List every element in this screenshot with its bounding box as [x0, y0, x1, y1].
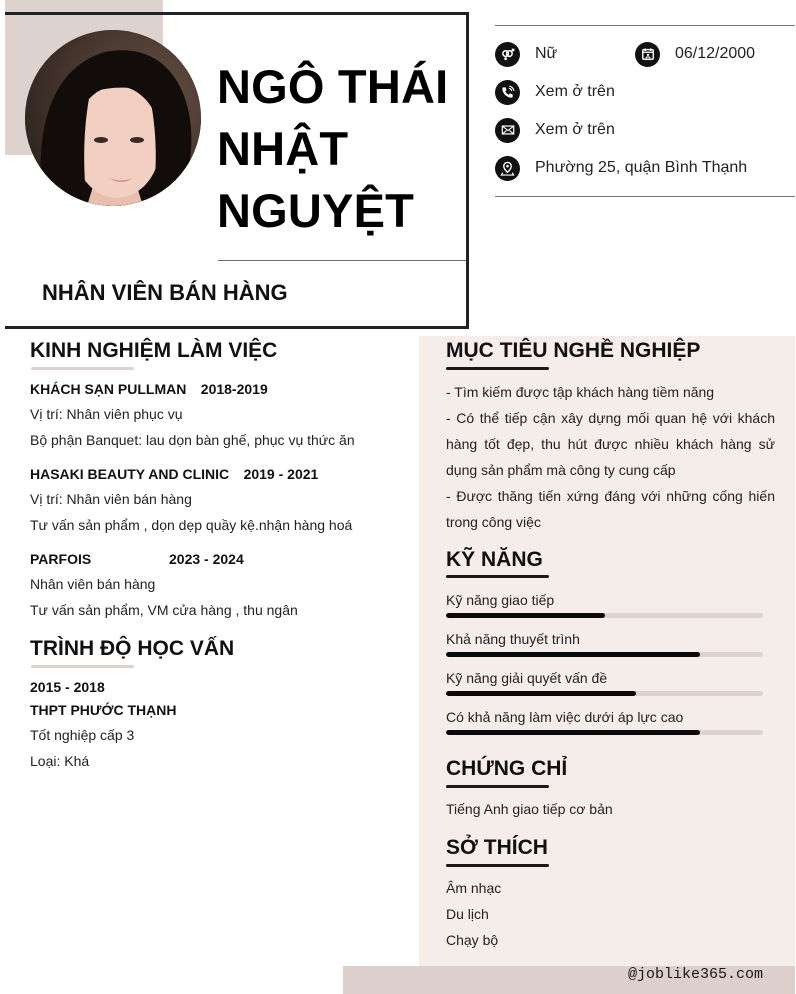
hobby-item: Âm nhạc [446, 880, 502, 896]
skill-bar [446, 652, 763, 657]
experience-company: KHÁCH SẠN PULLMAN [30, 381, 187, 397]
skills-title-underline [446, 575, 549, 578]
objective-paragraph: - Được thăng tiến xứng đáng với những cống hiến trong công việc [446, 488, 775, 530]
experience-company: HASAKI BEAUTY AND CLINIC [30, 466, 230, 482]
experience-detail: Bộ phận Banquet: lau dọn bàn ghế, phục vụ thức ăn [30, 432, 355, 448]
skill-label: Kỹ năng giải quyết vấn đề [446, 670, 608, 686]
hobbies-title-underline [446, 864, 549, 867]
education-detail: Loại: Khá [30, 753, 90, 769]
contact-phone [495, 79, 615, 105]
education-title: TRÌNH ĐỘ HỌC VẤN [30, 637, 235, 660]
calendar-icon [635, 42, 660, 67]
objective-title: MỤC TIÊU NGHỀ NGHIỆP [446, 339, 701, 362]
contact-bottom-divider [495, 196, 795, 197]
hobby-item: Du lịch [446, 906, 489, 922]
contact-address [495, 155, 747, 181]
skill-bar [446, 613, 763, 618]
experience-detail: Tư vấn sản phẩm, VM cửa hàng , thu ngân [30, 602, 298, 618]
footer-watermark: @joblike365.com [628, 966, 764, 983]
name-divider [218, 260, 466, 261]
experience-company: PARFOIS [30, 551, 92, 567]
hobby-item: Chạy bộ [446, 932, 499, 948]
education-detail: Tốt nghiệp cấp 3 [30, 727, 135, 743]
objective-paragraph: - Có thể tiếp cận xây dựng mối quan hệ với khách hàng tốt đẹp, thu hút được nhiều khách hàng sử dụng sản phẩm mà công ty cung cấp [446, 410, 775, 478]
portrait-photo-icon [25, 30, 201, 206]
contact-top-divider [495, 25, 795, 26]
experience-title-underline [31, 367, 134, 370]
phone-value: Xem ở trên [535, 83, 615, 100]
certificate-item: Tiếng Anh giao tiếp cơ bản [446, 801, 613, 817]
experience-title: KINH NGHIỆM LÀM VIỆC [30, 339, 278, 362]
skill-bar [446, 730, 763, 735]
contact-gender [495, 41, 557, 67]
experience-period: 2023 - 2024 [169, 551, 244, 567]
skill-bar [446, 691, 763, 696]
experience-detail: Vị trí: Nhân viên phục vụ [30, 406, 183, 422]
email-value: Xem ở trên [535, 121, 615, 138]
experience-detail: Tư vấn sản phẩm , dọn dẹp quầy kệ.nhận hàng hoá [30, 517, 353, 533]
skill-label: Có khả năng làm việc dưới áp lực cao [446, 709, 684, 725]
candidate-name [217, 56, 467, 242]
education-school: THPT PHƯỚC THẠNH [30, 702, 177, 718]
experience-item [30, 551, 91, 569]
certificates-title: CHỨNG CHỈ [446, 757, 568, 780]
skill-bar-fill [446, 613, 605, 618]
certificates-title-underline [446, 785, 549, 788]
phone-icon [495, 80, 520, 105]
objective-title-underline [446, 367, 549, 370]
skill-bar-fill [446, 691, 636, 696]
hobbies-title: SỞ THÍCH [446, 836, 548, 859]
education-title-underline [31, 665, 134, 668]
name-line: NGUYỆT [217, 184, 415, 237]
job-title: NHÂN VIÊN BÁN HÀNG [42, 280, 288, 305]
experience-period: 2019 - 2021 [243, 466, 319, 482]
gender-value: Nữ [535, 45, 558, 62]
skills-title: KỸ NĂNG [446, 548, 543, 571]
gender-icon [495, 42, 520, 67]
experience-item [30, 381, 268, 399]
experience-item [30, 466, 318, 484]
skill-label: Khả năng thuyết trình [446, 631, 580, 647]
experience-detail: Nhân viên bán hàng [30, 576, 156, 592]
objective-paragraph: - Tìm kiếm được tập khách hàng tiềm năng [446, 384, 715, 400]
skill-bar-fill [446, 730, 700, 735]
avatar [25, 30, 201, 206]
skill-bar-fill [446, 652, 700, 657]
mail-icon [495, 118, 520, 143]
contact-email [495, 117, 615, 143]
name-line: NHẬT [217, 122, 349, 175]
birthday-value: 06/12/2000 [675, 45, 756, 62]
contact-birthday [635, 41, 755, 67]
location-pin-icon [495, 156, 520, 181]
experience-detail: Vị trí: Nhân viên bán hàng [30, 491, 192, 507]
address-value: Phường 25, quận Bình Thạnh [535, 159, 748, 176]
objective-text [446, 379, 775, 535]
skill-label: Kỹ năng giao tiếp [446, 592, 555, 608]
name-line: NGÔ THÁI [217, 60, 449, 113]
experience-period: 2018-2019 [200, 381, 268, 397]
education-period: 2015 - 2018 [30, 679, 105, 695]
